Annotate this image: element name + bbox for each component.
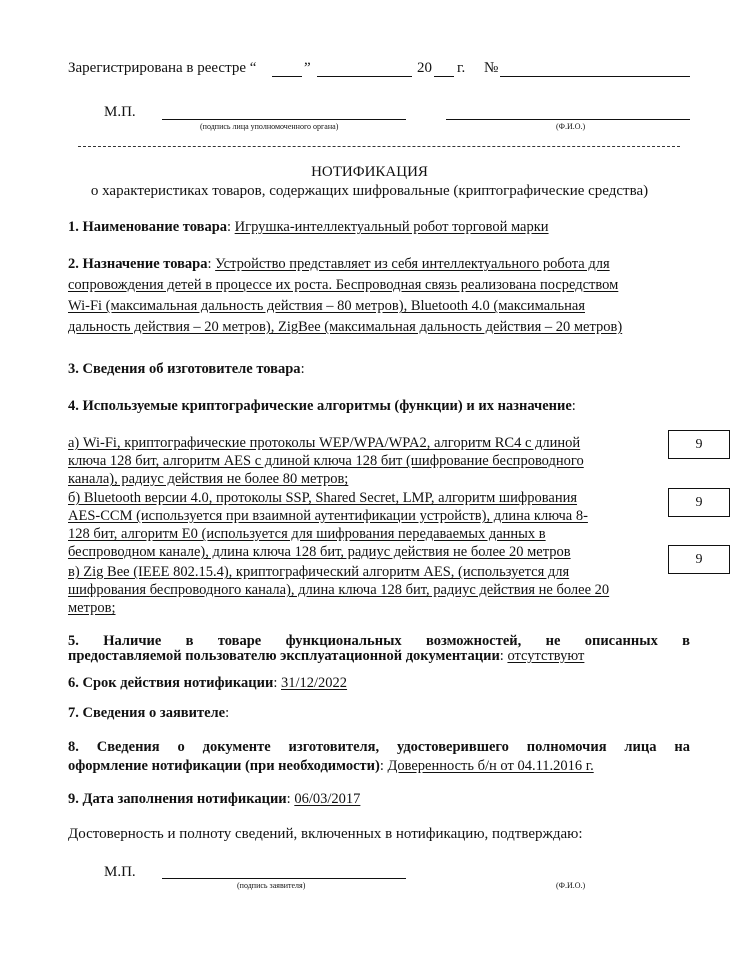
fio-caption-top: (Ф.И.О.) [556, 122, 586, 131]
registry-quote-open: “ [249, 60, 257, 76]
section-4-label: 4. Используемые криптографические алгоритмы (функции) и их назначение [68, 398, 572, 414]
section-2-label: 2. Назначение товара [68, 256, 208, 272]
section-9-colon: : [286, 791, 295, 807]
section-9-value: 06/03/2017 [294, 791, 361, 807]
algo-b-line-3: 128 бит, алгоритм E0 (используется для шифрования передаваемых данных в [68, 526, 546, 542]
section-2-line-2: сопровождения детей в процессе их роста. Беспроводная связь реализована посредством [68, 277, 619, 293]
algo-a-line-3: канала), радиус действия не более 80 метров; [68, 471, 349, 487]
section-6-colon: : [273, 675, 281, 691]
section-8-colon: : [379, 758, 388, 774]
section-7-label: 7. Сведения о заявителе [68, 705, 226, 721]
section-6 [68, 675, 347, 692]
signature-line-bottom [162, 878, 406, 879]
section-8-label: оформление нотификации (при необходимости) [68, 758, 380, 774]
stamp-mp-bottom: М.П. [104, 864, 136, 880]
algo-c-line-2: шифрования беспроводного канала), длина ключа 128 бит, радиус действия не более 20 [68, 582, 610, 598]
section-8-line-2 [68, 758, 594, 775]
algo-b-line-2: AES-CCM (используется при взаимной аутентификации устройств), длина ключа 8- [68, 508, 588, 524]
registry-line [68, 60, 256, 77]
section-1-value: Игрушка-интеллектуальный робот торговой марки [234, 219, 549, 235]
section-9-label: 9. Дата заполнения нотификации [68, 791, 287, 807]
section-5-line-2 [68, 648, 584, 665]
section-9 [68, 791, 360, 808]
section-7 [68, 705, 229, 722]
signature-caption-top: (подпись лица уполномоченного органа) [200, 122, 339, 131]
section-2-colon: : [207, 256, 216, 272]
section-2-line-4: дальность действия – 20 метров), ZigBee (максимальная дальность действия – 20 метров) [68, 319, 623, 335]
section-3-colon: : [300, 361, 305, 377]
section-8-value: Доверенность б/н от 04.11.2016 г. [387, 758, 594, 774]
algo-a-line-2: ключа 128 бит, алгоритм AES с длиной ключа 128 бит (шифрование беспроводного [68, 453, 584, 469]
signature-caption-bottom: (подпись заявителя) [237, 881, 306, 890]
algo-a-code-box: 9 [668, 430, 730, 459]
registry-number-sign: № [484, 60, 499, 76]
registry-year-prefix: 20 [417, 60, 432, 76]
algo-c-line-1: в) Zig Bee (IEEE 802.15.4), криптографический алгоритм AES, (используется для [68, 564, 570, 580]
stamp-mp-top: М.П. [104, 104, 136, 120]
section-3-label: 3. Сведения об изготовителе товара [68, 361, 301, 377]
section-2-line-3: Wi-Fi (максимальная дальность действия – 80 метров), Bluetooth 4.0 (максимальная [68, 298, 585, 314]
section-1-colon: : [227, 219, 235, 235]
fio-caption-bottom: (Ф.И.О.) [556, 881, 586, 890]
algo-b-code-box: 9 [668, 488, 730, 517]
section-5-colon: : [499, 648, 508, 664]
section-2-line-1 [68, 256, 610, 273]
signature-line-top [162, 119, 406, 120]
section-4 [68, 398, 576, 415]
algo-a-line-1: а) Wi-Fi, криптографические протоколы WEP/WPA/WPA2, алгоритм RC4 с длиной [68, 435, 581, 451]
registry-month-blank [317, 76, 412, 77]
document-title: НОТИФИКАЦИЯ [311, 164, 428, 180]
section-8-line-1: 8. Сведения о документе изготовителя, удостоверившего полномочия лица на [68, 739, 690, 755]
document-subtitle: о характеристиках товаров, содержащих шифровальные (криптографические средства) [90, 183, 649, 199]
section-2-value-1: Устройство представляет из себя интеллектуального робота для [215, 256, 610, 272]
section-1 [68, 219, 549, 236]
confirmation-text: Достоверность и полноту сведений, включенных в нотификацию, подтверждаю: [68, 826, 583, 842]
section-1-label: 1. Наименование товара [68, 219, 228, 235]
registry-label: Зарегистрирована в реестре [68, 60, 246, 76]
section-4-colon: : [571, 398, 576, 414]
registry-day-blank [272, 76, 302, 77]
separator-dashed [78, 146, 680, 147]
fio-line-top [446, 119, 690, 120]
registry-year-blank [434, 76, 454, 77]
section-5-label: предоставляемой пользователю эксплуатационной документации [68, 648, 500, 664]
registry-number-blank [500, 76, 690, 77]
registry-year-suffix: г. [457, 60, 466, 76]
algo-b-line-4: беспроводном канале), длина ключа 128 бит, радиус действия не более 20 метров [68, 544, 571, 560]
section-3 [68, 361, 305, 378]
section-5-line-1: 5. Наличие в товаре функциональных возможностей, не описанных в [68, 633, 690, 649]
section-6-label: 6. Срок действия нотификации [68, 675, 274, 691]
section-5-value: отсутствуют [507, 648, 585, 664]
algo-c-line-3: метров; [68, 600, 116, 616]
section-6-value: 31/12/2022 [281, 675, 348, 691]
algo-b-line-1: б) Bluetooth версии 4.0, протоколы SSP, Shared Secret, LMP, алгоритм шифрования [68, 490, 578, 506]
section-7-colon: : [225, 705, 230, 721]
algo-c-code-box: 9 [668, 545, 730, 574]
registry-quote-close: ” [304, 60, 311, 76]
